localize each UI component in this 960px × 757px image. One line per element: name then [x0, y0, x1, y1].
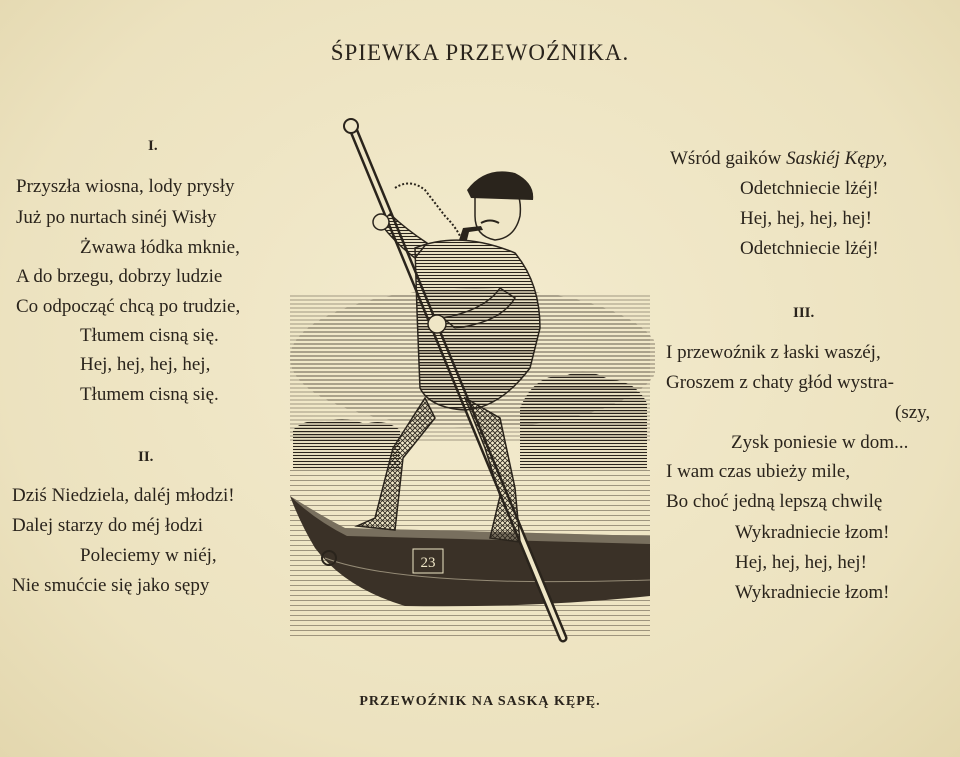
- stanza-number-3: III.: [793, 305, 815, 321]
- boat-number: 23: [420, 555, 436, 571]
- stanza2-line: Dziś Niedziela, daléj młodzi!: [12, 485, 235, 506]
- stanza3-line: Wykradniecie łzom!: [735, 582, 890, 603]
- place-name-italic: Saskiéj Kępy,: [786, 148, 888, 169]
- illustration-caption: PRZEWOŹNIK NA SASKĄ KĘPĘ.: [359, 694, 601, 709]
- stanza2-line: Dalej starzy do méj łodzi: [12, 515, 203, 536]
- stanza1-line: Co odpocząć chcą po trudzie,: [16, 296, 241, 317]
- stanza-number-1: I.: [148, 138, 158, 154]
- stanza3-line: I przewoźnik z łaski waszéj,: [666, 342, 881, 363]
- stanza3-line: Bo choć jedną lepszą chwilę: [666, 491, 883, 512]
- stanza1-line: Przyszła wiosna, lody prysły: [16, 176, 235, 197]
- stanza-number-2: II.: [138, 449, 154, 465]
- stanza1-line: Już po nurtach sinéj Wisły: [16, 207, 217, 228]
- stanza2-line: Nie smućcie się jako sępy: [12, 575, 210, 596]
- line-prefix: Wśród gaików: [670, 148, 787, 169]
- stanza2-cont-line: [670, 148, 887, 170]
- stanza2-line: Poleciemy w niéj,: [80, 545, 217, 566]
- poem-title: ŚPIEWKA PRZEWOŹNIKA.: [330, 40, 630, 65]
- stanza1-line: Tłumem cisną się.: [80, 325, 219, 346]
- stanza2-cont-line: Odetchniecie lżéj!: [740, 238, 879, 259]
- stanza1-line: Żwawa łódka mknie,: [80, 237, 240, 258]
- stanza3-line: (szy,: [895, 402, 931, 423]
- stanza3-line: Hej, hej, hej, hej!: [735, 552, 867, 573]
- stanza1-line: Tłumem cisną się.: [80, 384, 219, 405]
- stanza1-line: Hej, hej, hej, hej,: [80, 354, 211, 375]
- ferryman-engraving-icon: [285, 118, 655, 650]
- stanza3-line: Zysk poniesie w dom...: [731, 432, 909, 453]
- stanza3-line: Groszem z chaty głód wystra-: [666, 372, 894, 393]
- stanza3-line: Wykradniecie łzom!: [735, 522, 890, 543]
- stanza2-cont-line: Odetchniecie lżéj!: [740, 178, 879, 199]
- stanza3-line: I wam czas ubieży mile,: [666, 461, 851, 482]
- stanza2-cont-line: Hej, hej, hej, hej!: [740, 208, 872, 229]
- stanza1-line: A do brzegu, dobrzy ludzie: [16, 266, 223, 287]
